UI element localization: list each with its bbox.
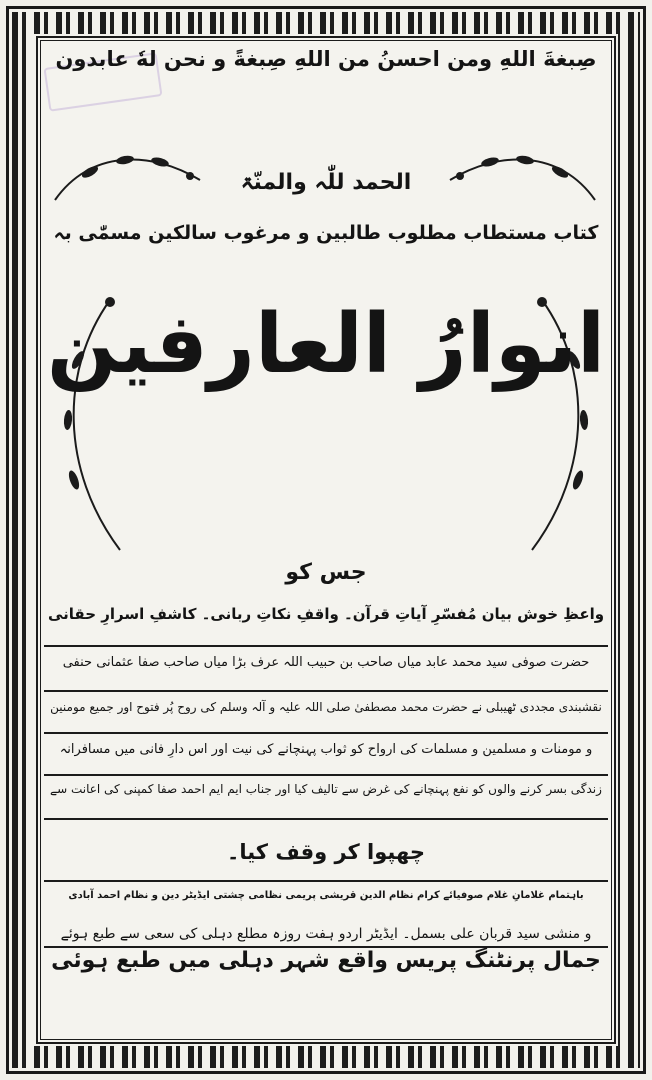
divider: [44, 690, 608, 692]
motto-header: صِبغةَ اللهِ ومن احسنُ من اللهِ صِبغةً و نحن لهٗ عابدون: [55, 47, 597, 71]
book-subtitle: کتاب مستطاب مطلوب طالبین و مرغوب سالکین مسمّٰی بہ: [53, 222, 599, 244]
description-line-4: و مومنات و مسلمین و مسلمات کی ارواح کو ثواب پہنچانے کی نیت اور اس دارِ فانی میں مسافرانہ: [59, 742, 593, 757]
divider: [44, 880, 608, 882]
jiske-line: جس کو: [285, 560, 367, 585]
description-line-5: زندگی بسر کرنے والوں کو نفع پہنچانے کی غرض سے تالیف کیا اور جناب ایم ایم احمد صفا کمپنی کی اعانت سے: [50, 782, 602, 796]
main-title: انوارُ العارفین: [46, 297, 606, 392]
description-line-1: واعظِ خوش بیان مُفسّرِ آیاتِ قرآن۔ واقفِ نکاتِ ربانی۔ کاشفِ اسرارِ حقانی: [47, 605, 605, 623]
press-imprint: جمال پرنٹنگ پریس واقع شہر دہلی میں طبع ہوئی: [51, 948, 601, 973]
description-line-6: چھپوا کر وقف کیا۔: [227, 840, 425, 864]
description-line-3: نقشبندی مجددی ٹھیبلی نے حضرت محمد مصطفیٰ صلی اللہ علیہ و آلہ وسلم کی روح پُر فتوح اور جمیع مومنین: [50, 700, 602, 714]
publisher-sub-line: و منشی سید قربان علی بسمل۔ ایڈیٹر اردو ہفت روزہ مطلع دہلی کی سعی سے طبع ہوئے: [60, 926, 592, 942]
divider: [44, 732, 608, 734]
divider: [44, 818, 608, 820]
publisher-line: باہتمام غلامانِ غلام صوفیائے کرام نظام الدین قریشی پریمی نظامی چشتی ایڈیٹر دین و نظام احمد آبادی: [68, 890, 584, 901]
description-line-2: حضرت صوفی سید محمد عابد میاں صاحب بن حبیب اللہ عرف بڑا میاں صاحب صفا عثمانی حنفی: [62, 655, 590, 670]
hamd-line: الحمد للّٰہ والمنّۃ: [240, 170, 412, 195]
divider: [44, 774, 608, 776]
divider: [44, 645, 608, 647]
